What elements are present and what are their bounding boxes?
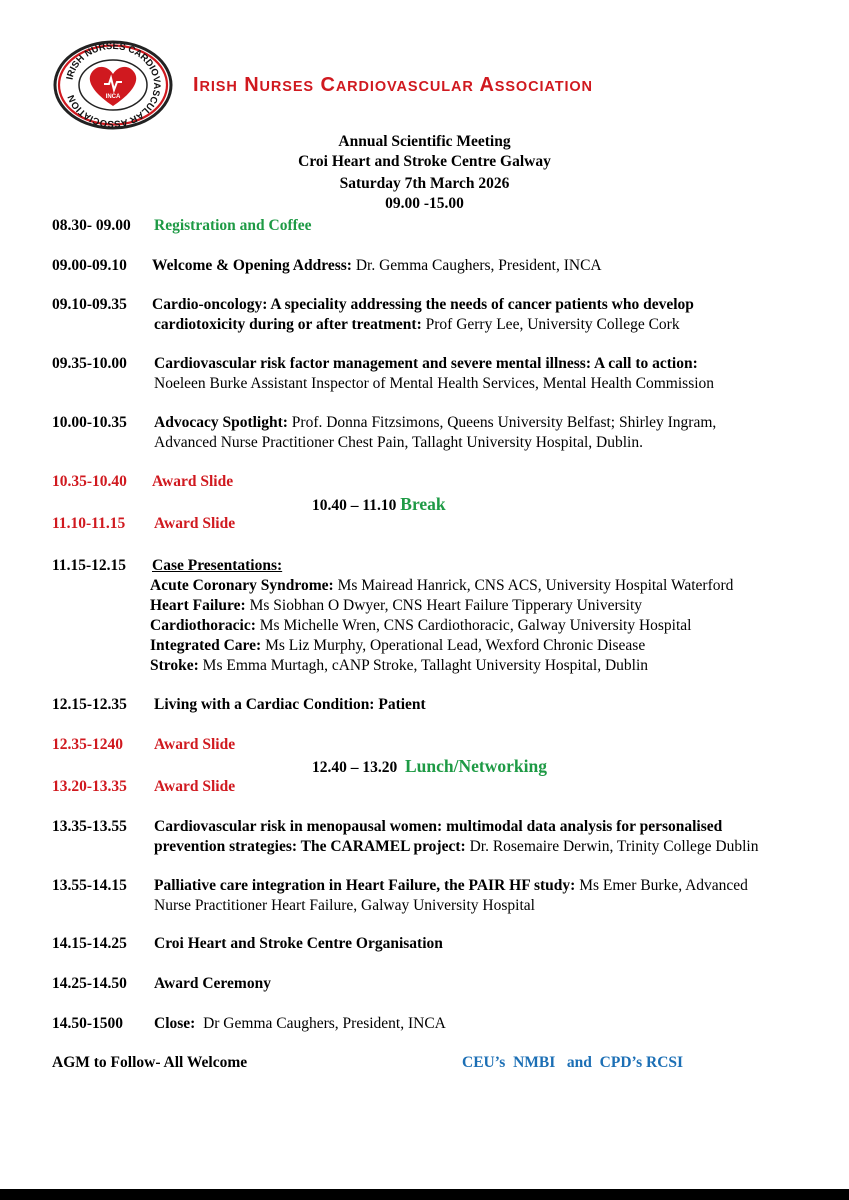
lunch-slot: 12.40 – 13.20 Lunch/Networking <box>312 756 547 776</box>
award-2-time: 11.10-11.15 <box>52 515 126 532</box>
case-item-integrated-care: Integrated Care: Ms Liz Murphy, Operational Lead, Wexford Chronic Disease <box>150 637 646 654</box>
agm-note: AGM to Follow- All Welcome <box>52 1054 248 1071</box>
award-3-time: 12.35-1240 <box>52 736 124 753</box>
case-item-acs: Acute Coronary Syndrome: Ms Mairead Hanrick, CNS ACS, University Hospital Waterford <box>150 577 734 594</box>
bottom-border <box>0 1189 849 1200</box>
ceremony-time: 14.25-14.50 <box>52 975 127 992</box>
case-item-cardiothoracic: Cardiothoracic: Ms Michelle Wren, CNS Cardiothoracic, Galway University Hospital <box>150 617 692 634</box>
welcome-time: 09.00-09.10 <box>52 257 127 274</box>
award-4-time: 13.20-13.35 <box>52 778 127 795</box>
advocacy-line1: Advocacy Spotlight: Prof. Donna Fitzsimons, Queens University Belfast; Shirley Ingram, <box>154 414 717 431</box>
case-item-heart-failure: Heart Failure: Ms Siobhan O Dwyer, CNS Heart Failure Tipperary University <box>150 597 643 614</box>
logo-ring-text: IRISH NURSES CARDIOVASCULAR ASSOCIATION <box>64 40 163 130</box>
palliative-time: 13.55-14.15 <box>52 877 127 894</box>
registration-title: Registration and Coffee <box>154 217 312 234</box>
award-1-time: 10.35-10.40 <box>52 473 127 490</box>
living-time: 12.15-12.35 <box>52 696 127 713</box>
organisation-name: IRISH NURSES CARDIOVASCULAR ASSOCIATION <box>193 74 593 96</box>
organisation-talk-title: Croi Heart and Stroke Centre Organisation <box>154 935 443 952</box>
inca-logo <box>52 40 174 130</box>
cases-title: Case Presentations: <box>152 557 283 574</box>
meeting-date: Saturday 7th March 2026 <box>339 175 510 192</box>
palliative-line2: Nurse Practitioner Heart Failure, Galway University Hospital <box>154 897 535 914</box>
organisation-talk-time: 14.15-14.25 <box>52 935 127 952</box>
ceremony-title: Award Ceremony <box>154 975 271 992</box>
palliative-line1: Palliative care integration in Heart Failure, the PAIR HF study: Ms Emer Burke, Advanced <box>154 877 748 894</box>
advocacy-line2: Advanced Nurse Practitioner Chest Pain, Tallaght University Hospital, Dublin. <box>154 434 643 451</box>
case-item-stroke: Stroke: Ms Emma Murtagh, cANP Stroke, Tallaght University Hospital, Dublin <box>150 657 649 674</box>
meeting-hours: 09.00 -15.00 <box>385 195 464 212</box>
welcome-session: Welcome & Opening Address: Dr. Gemma Caughers, President, INCA <box>152 257 602 274</box>
mental-illness-time: 09.35-10.00 <box>52 355 127 372</box>
menopause-line2: prevention strategies: The CARAMEL project: Dr. Rosemaire Derwin, Trinity College Dublin <box>154 838 759 855</box>
mental-illness-speaker: Noeleen Burke Assistant Inspector of Mental Health Services, Mental Health Commission <box>154 375 715 392</box>
living-title: Living with a Cardiac Condition: Patient <box>154 696 426 713</box>
menopause-time: 13.35-13.55 <box>52 818 127 835</box>
mental-illness-title: Cardiovascular risk factor management and severe mental illness: A call to action: <box>154 355 698 372</box>
meeting-title: Annual Scientific Meeting <box>338 133 511 150</box>
close-session: Close: Dr Gemma Caughers, President, INCA <box>154 1015 446 1032</box>
close-time: 14.50-1500 <box>52 1015 124 1032</box>
logo-monogram: INCA <box>105 94 121 100</box>
cardio-oncology-line2: cardiotoxicity during or after treatment: Prof Gerry Lee, University College Cork <box>154 316 680 333</box>
break-slot: 10.40 – 11.10 Break <box>312 494 446 514</box>
advocacy-time: 10.00-10.35 <box>52 414 127 431</box>
cpd-credits: CEU’s NMBI and CPD’s RCSI <box>462 1054 684 1071</box>
award-1-title: Award Slide <box>152 473 234 490</box>
meeting-venue: Croi Heart and Stroke Centre Galway <box>298 153 551 170</box>
award-2-title: Award Slide <box>154 515 236 532</box>
cases-time: 11.15-12.15 <box>52 557 127 574</box>
menopause-title: Cardiovascular risk in menopausal women: multimodal data analysis for personalised <box>154 818 723 835</box>
registration-time: 08.30- 09.00 <box>52 217 131 234</box>
cardio-oncology-title: Cardio-oncology: A speciality addressing the needs of cancer patients who develop <box>152 296 694 313</box>
award-4-title: Award Slide <box>154 778 236 795</box>
cardio-oncology-time: 09.10-09.35 <box>52 296 127 313</box>
award-3-title: Award Slide <box>154 736 236 753</box>
